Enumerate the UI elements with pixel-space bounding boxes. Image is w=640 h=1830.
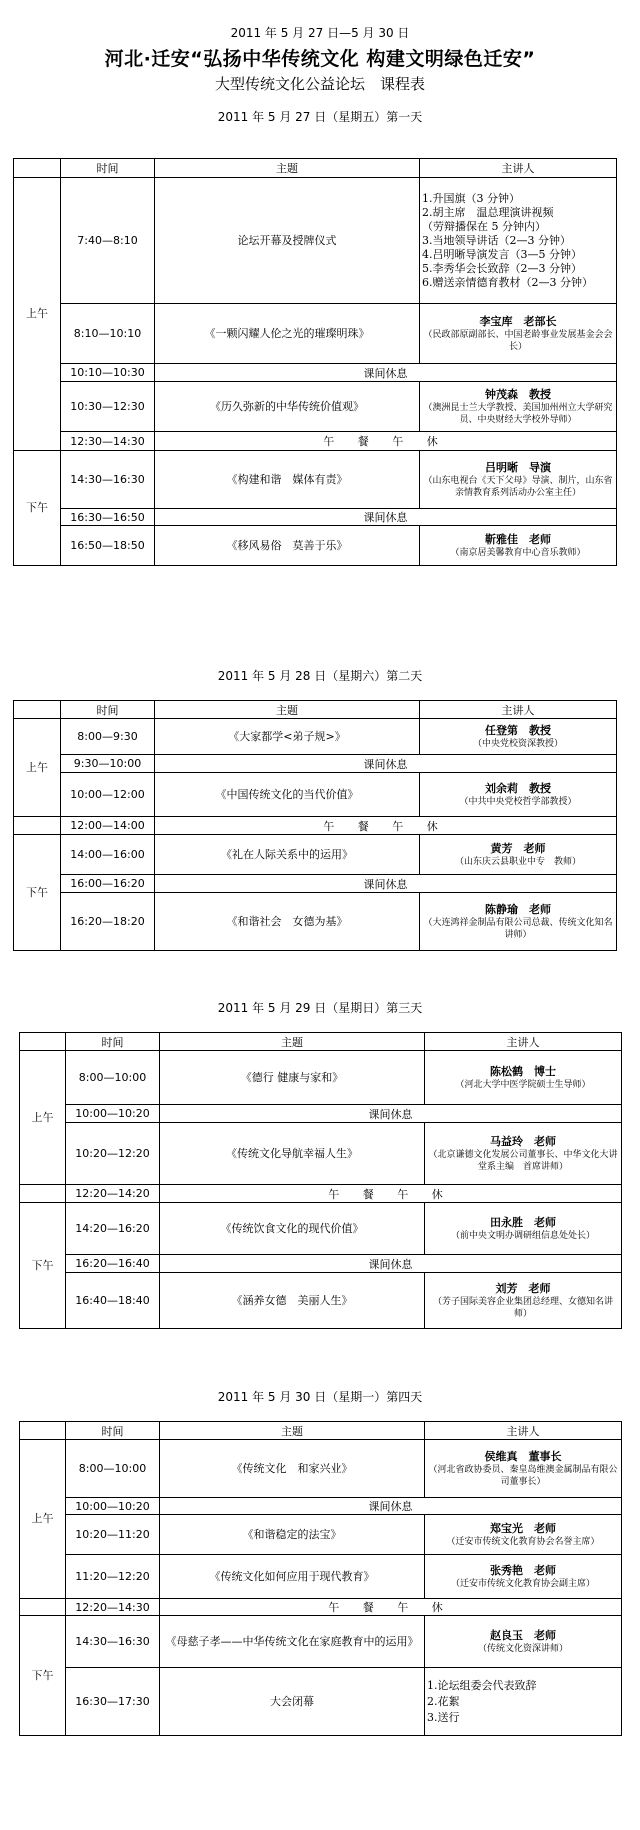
blank-header-cell xyxy=(20,1033,66,1051)
session-time: 14:30—16:30 xyxy=(61,451,155,509)
break-time: 10:00—10:20 xyxy=(66,1498,160,1515)
session-time: 16:30—17:30 xyxy=(66,1668,160,1736)
time-column-header: 时间 xyxy=(66,1033,160,1051)
speaker-name: 陈松鹤 博士 xyxy=(490,1065,556,1078)
lunch-row xyxy=(14,432,617,451)
agenda-item: 2.花絮 xyxy=(427,1694,460,1708)
topic-column-header: 主题 xyxy=(155,159,420,178)
lunch-row xyxy=(20,1185,622,1203)
lunch-label: 午 餐 午 休 xyxy=(155,432,617,451)
speaker-cell xyxy=(425,1123,622,1185)
speaker-cell xyxy=(420,773,617,817)
break-label: 课间休息 xyxy=(155,875,617,893)
session-row xyxy=(20,1515,622,1555)
session-time: 10:30—12:30 xyxy=(61,382,155,432)
speaker-name: 黄芳 老师 xyxy=(490,842,546,855)
lunch-time: 12:20—14:20 xyxy=(66,1185,160,1203)
speaker-title: （北京谦德文化发展公司董事长、中华文化大讲堂系主编 首席讲师） xyxy=(428,1150,618,1172)
speaker-name: 钟茂森 教授 xyxy=(485,388,551,401)
topic-column-header: 主题 xyxy=(160,1033,425,1051)
header-row xyxy=(20,1033,622,1051)
agenda-item: 2.胡主席 温总理演讲视频 xyxy=(422,205,554,219)
afternoon-label: 下午 xyxy=(14,835,61,951)
session-topic: 《礼在人际关系中的运用》 xyxy=(155,835,420,875)
speaker-title: （中共中央党校哲学部教授） xyxy=(459,797,577,807)
day-3-schedule xyxy=(19,1032,622,1329)
time-column-header: 时间 xyxy=(61,701,155,719)
speaker-cell xyxy=(425,1515,622,1555)
agenda-item: 4.吕明晰导演发言（3—5 分钟） xyxy=(422,247,582,261)
speaker-name: 刘芳 老师 xyxy=(495,1282,551,1295)
break-row xyxy=(20,1498,622,1515)
day-1-title: 2011 年 5 月 27 日（星期五）第一天 xyxy=(217,110,423,124)
closing-agenda-list xyxy=(425,1668,622,1736)
topic-column-header: 主题 xyxy=(160,1422,425,1440)
session-time: 7:40—8:10 xyxy=(61,178,155,304)
speaker-title: （南京居美馨教育中心音乐教师） xyxy=(450,548,586,558)
speaker-name: 靳雅佳 老师 xyxy=(485,533,551,546)
agenda-item: 1.论坛组委会代表致辞 xyxy=(427,1678,537,1692)
session-row xyxy=(20,1668,622,1736)
lunch-row xyxy=(20,1599,622,1616)
break-row xyxy=(20,1255,622,1273)
time-column-header: 时间 xyxy=(61,159,155,178)
session-time: 16:50—18:50 xyxy=(61,526,155,566)
speaker-column-header: 主讲人 xyxy=(425,1422,622,1440)
break-row xyxy=(14,875,617,893)
speaker-title: （前中央文明办调研组信息处处长） xyxy=(450,1231,595,1241)
speaker-cell xyxy=(425,1555,622,1599)
header-row xyxy=(20,1422,622,1440)
session-time: 10:20—11:20 xyxy=(66,1515,160,1555)
blank-half-cell xyxy=(14,817,61,835)
session-row xyxy=(20,1123,622,1185)
speaker-title: （中央党校资深教授） xyxy=(472,739,563,749)
speaker-cell xyxy=(420,835,617,875)
morning-label: 上午 xyxy=(14,719,61,817)
session-row xyxy=(14,382,617,432)
time-column-header: 时间 xyxy=(66,1422,160,1440)
speaker-cell xyxy=(420,526,617,566)
session-time: 11:20—12:20 xyxy=(66,1555,160,1599)
speaker-name: 田永胜 老师 xyxy=(490,1216,556,1229)
speaker-name: 张秀艳 老师 xyxy=(490,1564,556,1577)
blank-header-cell xyxy=(14,701,61,719)
day-2-schedule xyxy=(13,700,617,951)
session-row xyxy=(20,1555,622,1599)
speaker-name: 吕明晰 导演 xyxy=(485,461,551,474)
break-row xyxy=(20,1105,622,1123)
session-row xyxy=(14,835,617,875)
session-row xyxy=(20,1440,622,1498)
break-row xyxy=(14,755,617,773)
session-time: 16:40—18:40 xyxy=(66,1273,160,1329)
break-label: 课间休息 xyxy=(155,509,617,526)
header-row xyxy=(14,159,617,178)
break-time: 10:00—10:20 xyxy=(66,1105,160,1123)
afternoon-label: 下午 xyxy=(20,1616,66,1736)
speaker-cell xyxy=(420,304,617,364)
speaker-title: （芳子国际美容企业集团总经理、女德知名讲师） xyxy=(432,1297,613,1319)
session-row xyxy=(14,773,617,817)
session-topic: 《传统文化如何应用于现代教育》 xyxy=(160,1555,425,1599)
speaker-column-header: 主讲人 xyxy=(420,701,617,719)
speaker-name: 侯维真 董事长 xyxy=(484,1450,562,1463)
session-topic: 《大家都学<弟子规>》 xyxy=(155,719,420,755)
speaker-title: （河北省政协委员、秦皇岛维澳金属制品有限公司董事长） xyxy=(428,1465,618,1487)
agenda-item: 5.李秀华会长致辞（2—3 分钟） xyxy=(422,261,582,275)
speaker-cell xyxy=(425,1051,622,1105)
blank-half-cell xyxy=(20,1185,66,1203)
speaker-cell xyxy=(425,1203,622,1255)
session-time: 16:20—18:20 xyxy=(61,893,155,951)
session-time: 8:00—10:00 xyxy=(66,1440,160,1498)
speaker-title: （澳洲昆士兰大学教授、美国加州州立大学研究员、中央财经大学校外导师） xyxy=(423,403,613,425)
speaker-name: 赵良玉 老师 xyxy=(490,1629,556,1642)
speaker-title: （传统文化资深讲师） xyxy=(477,1644,568,1654)
speaker-title: （迁安市传统文化教育协会名誉主席） xyxy=(446,1537,600,1547)
session-row xyxy=(20,1616,622,1668)
session-row xyxy=(20,1203,622,1255)
session-topic: 《德行 健康与家和》 xyxy=(160,1051,425,1105)
speaker-title: （迁安市传统文化教育协会副主席） xyxy=(450,1579,595,1589)
speaker-cell xyxy=(425,1616,622,1668)
speaker-cell xyxy=(420,893,617,951)
speaker-name: 郑宝光 老师 xyxy=(490,1522,556,1535)
session-time: 14:00—16:00 xyxy=(61,835,155,875)
day-1-schedule xyxy=(13,158,617,566)
break-time: 9:30—10:00 xyxy=(61,755,155,773)
day-4-title: 2011 年 5 月 30 日（星期一）第四天 xyxy=(217,1390,423,1404)
speaker-cell xyxy=(420,719,617,755)
day-2-title: 2011 年 5 月 28 日（星期六）第二天 xyxy=(217,669,423,683)
lunch-time: 12:20—14:30 xyxy=(66,1599,160,1616)
session-row xyxy=(14,451,617,509)
blank-half-cell xyxy=(20,1599,66,1616)
session-topic: 论坛开幕及授牌仪式 xyxy=(155,178,420,304)
break-row xyxy=(14,364,617,382)
session-topic: 《母慈子孝——中华传统文化在家庭教育中的运用》 xyxy=(160,1616,425,1668)
session-topic: 《和谐稳定的法宝》 xyxy=(160,1515,425,1555)
session-topic: 《传统文化导航幸福人生》 xyxy=(160,1123,425,1185)
topic-column-header: 主题 xyxy=(155,701,420,719)
lunch-row xyxy=(14,817,617,835)
session-topic: 《移风易俗 莫善于乐》 xyxy=(155,526,420,566)
speaker-column-header: 主讲人 xyxy=(420,159,617,178)
morning-label: 上午 xyxy=(20,1440,66,1599)
lunch-time: 12:00—14:00 xyxy=(61,817,155,835)
session-topic: 《构建和谐 媒体有责》 xyxy=(155,451,420,509)
speaker-name: 任登第 教授 xyxy=(485,724,551,737)
speaker-name: 李宝库 老部长 xyxy=(479,315,557,328)
session-row xyxy=(20,1051,622,1105)
session-row xyxy=(14,893,617,951)
agenda-item: 6.赠送亲情德育教材（2—3 分钟） xyxy=(422,275,593,289)
session-topic: 《涵养女德 美丽人生》 xyxy=(160,1273,425,1329)
break-label: 课间休息 xyxy=(155,364,617,382)
speaker-cell xyxy=(425,1440,622,1498)
lunch-time: 12:30—14:30 xyxy=(61,432,155,451)
break-time: 16:30—16:50 xyxy=(61,509,155,526)
agenda-item: （劳辩播保在 5 分钟内） xyxy=(422,219,546,233)
morning-label: 上午 xyxy=(20,1051,66,1185)
opening-agenda-list xyxy=(420,178,617,304)
speaker-title: （山东庆云县职业中专 教师） xyxy=(454,857,581,867)
speaker-name: 刘余莉 教授 xyxy=(485,782,551,795)
speaker-name: 陈静瑜 老师 xyxy=(485,903,551,916)
break-label: 课间休息 xyxy=(160,1498,622,1515)
session-row xyxy=(14,526,617,566)
session-time: 10:00—12:00 xyxy=(61,773,155,817)
break-time: 16:00—16:20 xyxy=(61,875,155,893)
speaker-name: 马益玲 老师 xyxy=(490,1135,556,1148)
speaker-title: （民政部原副部长、中国老龄事业发展基金会会长） xyxy=(423,330,613,352)
session-topic: 大会闭幕 xyxy=(160,1668,425,1736)
session-topic: 《和谐社会 女德为基》 xyxy=(155,893,420,951)
agenda-item: 1.升国旗（3 分钟） xyxy=(422,191,520,205)
session-time: 10:20—12:20 xyxy=(66,1123,160,1185)
agenda-item: 3.当地领导讲话（2—3 分钟） xyxy=(422,233,571,247)
blank-header-cell xyxy=(20,1422,66,1440)
lunch-label: 午 餐 午 休 xyxy=(160,1599,622,1616)
day-3-title: 2011 年 5 月 29 日（星期日）第三天 xyxy=(217,1001,423,1015)
session-topic: 《历久弥新的中华传统价值观》 xyxy=(155,382,420,432)
forum-title: 河北·迁安“弘扬中华传统文化 构建文明绿色迁安” xyxy=(104,48,536,70)
session-time: 8:00—10:00 xyxy=(66,1051,160,1105)
forum-subtitle: 大型传统文化公益论坛 课程表 xyxy=(214,75,425,93)
speaker-cell xyxy=(425,1273,622,1329)
session-topic: 《传统饮食文化的现代价值》 xyxy=(160,1203,425,1255)
afternoon-label: 下午 xyxy=(20,1203,66,1329)
day-4-schedule xyxy=(19,1421,622,1736)
session-row xyxy=(14,178,617,304)
blank-header-cell xyxy=(14,159,61,178)
break-time: 16:20—16:40 xyxy=(66,1255,160,1273)
lunch-label: 午 餐 午 休 xyxy=(155,817,617,835)
lunch-label: 午 餐 午 休 xyxy=(160,1185,622,1203)
speaker-column-header: 主讲人 xyxy=(425,1033,622,1051)
break-label: 课间休息 xyxy=(155,755,617,773)
session-time: 14:30—16:30 xyxy=(66,1616,160,1668)
speaker-cell xyxy=(420,382,617,432)
session-row xyxy=(14,719,617,755)
session-time: 8:00—9:30 xyxy=(61,719,155,755)
session-topic: 《传统文化 和家兴业》 xyxy=(160,1440,425,1498)
session-topic: 《一颗闪耀人伦之光的璀璨明珠》 xyxy=(155,304,420,364)
session-row xyxy=(20,1273,622,1329)
speaker-cell xyxy=(420,451,617,509)
session-topic: 《中国传统文化的当代价值》 xyxy=(155,773,420,817)
session-time: 14:20—16:20 xyxy=(66,1203,160,1255)
speaker-title: （河北大学中医学院硕士生导师） xyxy=(455,1080,591,1090)
morning-label: 上午 xyxy=(14,178,61,451)
afternoon-label: 下午 xyxy=(14,451,61,566)
speaker-title: （大连鸿祥金制品有限公司总裁、传统文化知名讲师） xyxy=(423,918,613,940)
session-time: 8:10—10:10 xyxy=(61,304,155,364)
break-row xyxy=(14,509,617,526)
break-time: 10:10—10:30 xyxy=(61,364,155,382)
session-row xyxy=(14,304,617,364)
agenda-item: 3.送行 xyxy=(427,1710,460,1724)
header-row xyxy=(14,701,617,719)
speaker-title: （山东电视台《天下父母》导演、制片，山东省亲情教育系列活动办公室主任） xyxy=(423,476,613,498)
forum-dates: 2011 年 5 月 27 日—5 月 30 日 xyxy=(230,26,410,40)
break-label: 课间休息 xyxy=(160,1255,622,1273)
break-label: 课间休息 xyxy=(160,1105,622,1123)
